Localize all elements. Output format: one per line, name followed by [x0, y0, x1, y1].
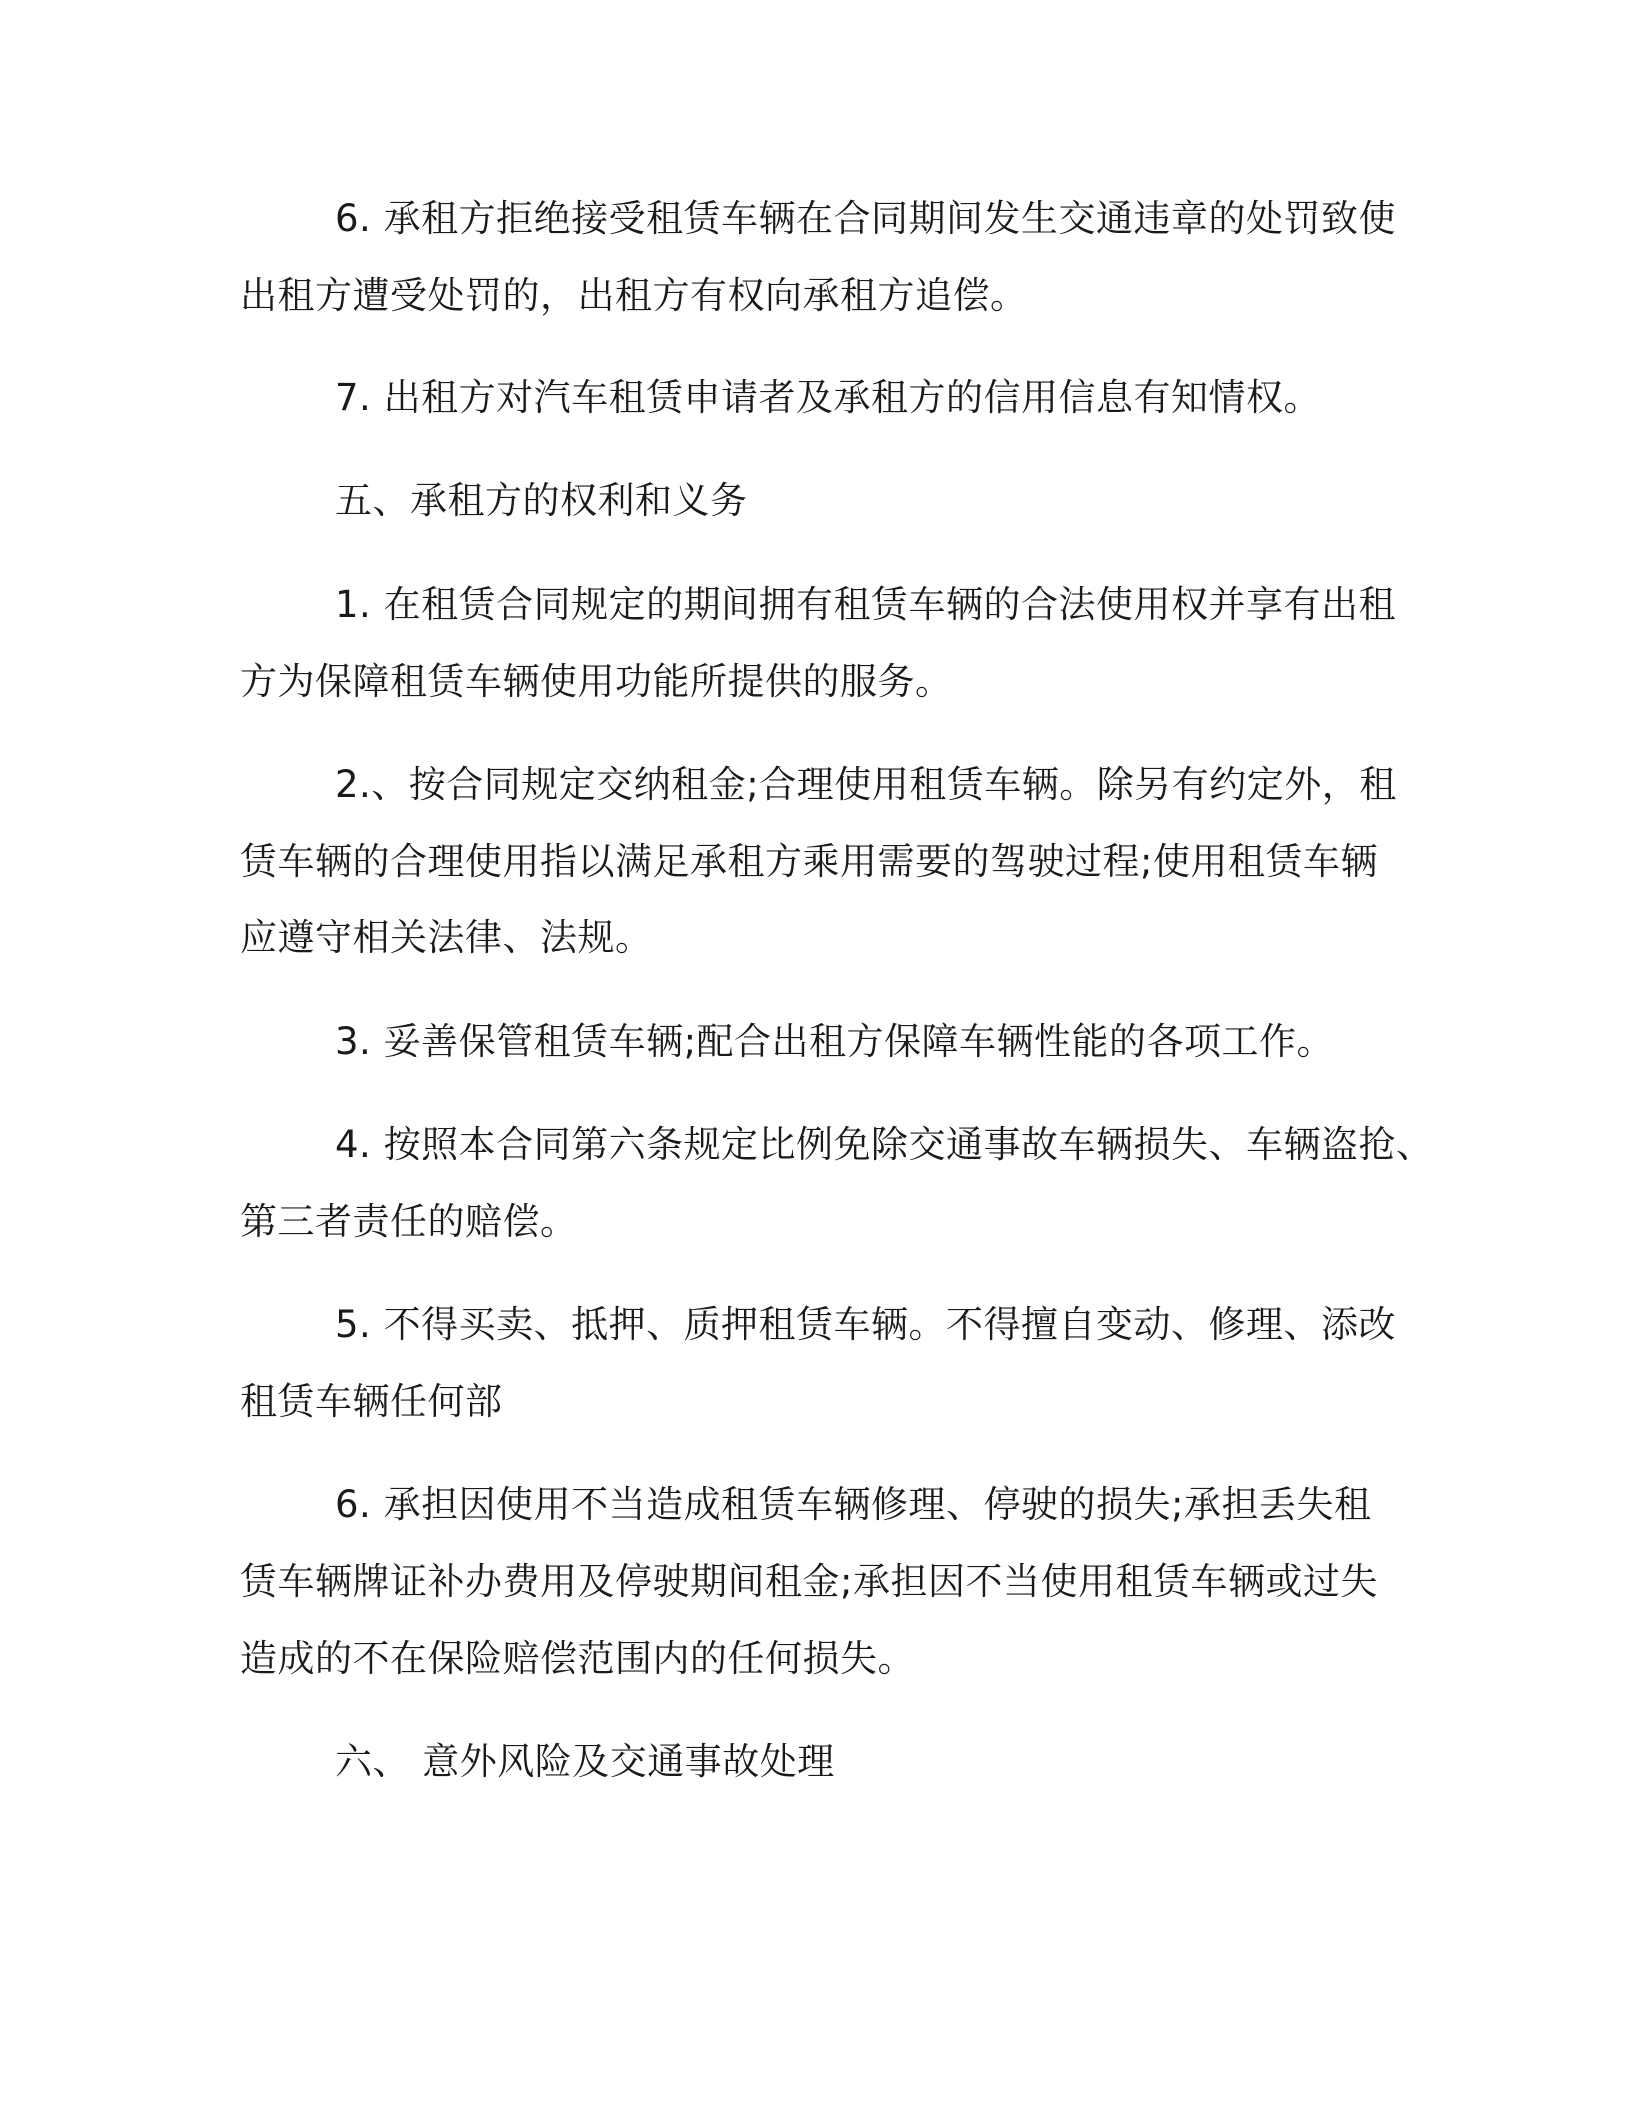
- paragraph-line: 1. 在租赁合同规定的期间拥有租赁车辆的合法使用权并享有出租: [335, 583, 1397, 626]
- paragraph-line: 6. 承担因使用不当造成租赁车辆修理、停驶的损失;承担丢失租: [335, 1483, 1372, 1526]
- paragraph-line: 第三者责任的赔偿。: [240, 1200, 578, 1243]
- paragraph-line: 6. 承租方拒绝接受租赁车辆在合同期间发生交通违章的处罚致使: [335, 197, 1397, 240]
- section-heading: 六、 意外风险及交通事故处理: [335, 1740, 835, 1783]
- paragraph-line: 赁车辆的合理使用指以满足承租方乘用需要的驾驶过程;使用租赁车辆: [240, 840, 1378, 883]
- section-heading: 五、承租方的权利和义务: [335, 479, 748, 522]
- paragraph-line: 2.、按合同规定交纳租金;合理使用租赁车辆。除另有约定外，租: [335, 763, 1397, 806]
- paragraph-line: 造成的不在保险赔偿范围内的任何损失。: [240, 1637, 915, 1680]
- paragraph-line: 7. 出租方对汽车租赁申请者及承租方的信用信息有知情权。: [335, 376, 1322, 419]
- paragraph-line: 赁车辆牌证补办费用及停驶期间租金;承担因不当使用租赁车辆或过失: [240, 1560, 1378, 1603]
- paragraph-line: 3. 妥善保管租赁车辆;配合出租方保障车辆性能的各项工作。: [335, 1020, 1335, 1063]
- paragraph-line: 应遵守相关法律、法规。: [240, 916, 653, 959]
- paragraph-line: 出租方遭受处罚的，出租方有权向承租方追偿。: [240, 274, 1028, 317]
- paragraph-line: 4. 按照本合同第六条规定比例免除交通事故车辆损失、车辆盗抢、: [335, 1123, 1434, 1166]
- paragraph-line: 5. 不得买卖、抵押、质押租赁车辆。不得擅自变动、修理、添改: [335, 1303, 1397, 1346]
- paragraph-line: 租赁车辆任何部: [240, 1380, 503, 1423]
- paragraph-line: 方为保障租赁车辆使用功能所提供的服务。: [240, 660, 953, 703]
